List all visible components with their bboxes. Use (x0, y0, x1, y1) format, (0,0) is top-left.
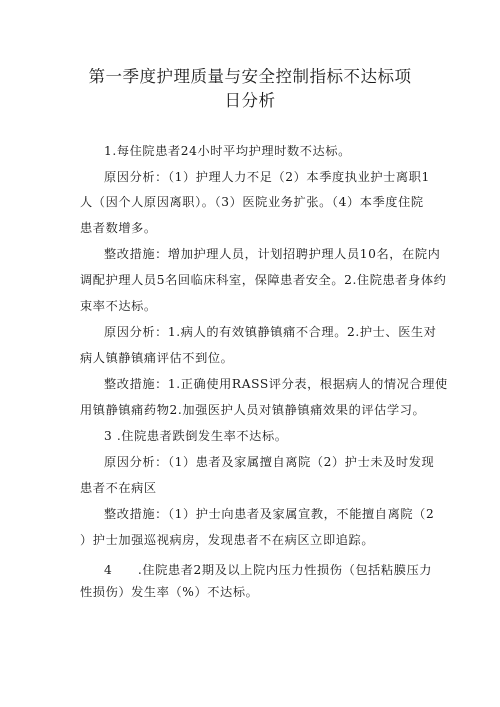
paragraph-line: 3 .住院患者跌倒发生率不达标。 (104, 429, 288, 443)
paragraph-line: 整改措施：增加护理人员，计划招聘护理人员10名，在院内 (104, 247, 441, 261)
paragraph-line: ）护士加强巡视病房，发现患者不在病区立即追踪。 (80, 533, 375, 547)
paragraph-line: 病人镇静镇痛评估不到位。 (80, 351, 234, 365)
paragraph-line: 4 .住院患者2期及以上院内压力性损伤（包括粘膜压力 (104, 563, 433, 577)
document-title-line-1: 第一季度护理质量与安全控制指标不达标项 (88, 67, 412, 86)
document-title-line-2: 日分析 (224, 91, 276, 110)
paragraph-line: 用镇静镇痛药物2.加强医护人员对镇静镇痛效果的评估学习。 (80, 403, 426, 417)
paragraph-line: 原因分析：1.病人的有效镇静镇痛不合理。2.护士、医生对 (104, 325, 437, 339)
paragraph-line: 1.每住院患者24小时平均护理时数不达标。 (104, 144, 351, 158)
paragraph-line: 束率不达标。 (80, 299, 157, 313)
paragraph-line: 整改措施：（1）护士向患者及家属宣教，不能擅自离院（2 (104, 507, 435, 521)
paragraph-line: 调配护理人员5名回临床科室，保障患者安全。2.住院患者身体约 (80, 273, 447, 287)
paragraph-line: 原因分析：（1）患者及家属擅自离院（2）护士未及时发现 (104, 455, 435, 469)
paragraph-line: 患者不在病区 (80, 481, 157, 495)
paragraph-line: 性损伤）发生率（%）不达标。 (80, 585, 259, 599)
paragraph-line: 人（因个人原因离职）。（3）医院业务扩张。（4）本季度住院 (80, 195, 424, 209)
paragraph-line: 原因分析：（1）护理人力不足（2）本季度执业护士离职1 (104, 170, 430, 184)
paragraph-line: 整改措施：1.正确使用RASS评分表，根据病人的情况合理使 (104, 377, 448, 391)
paragraph-line: 患者数增多。 (80, 221, 157, 235)
